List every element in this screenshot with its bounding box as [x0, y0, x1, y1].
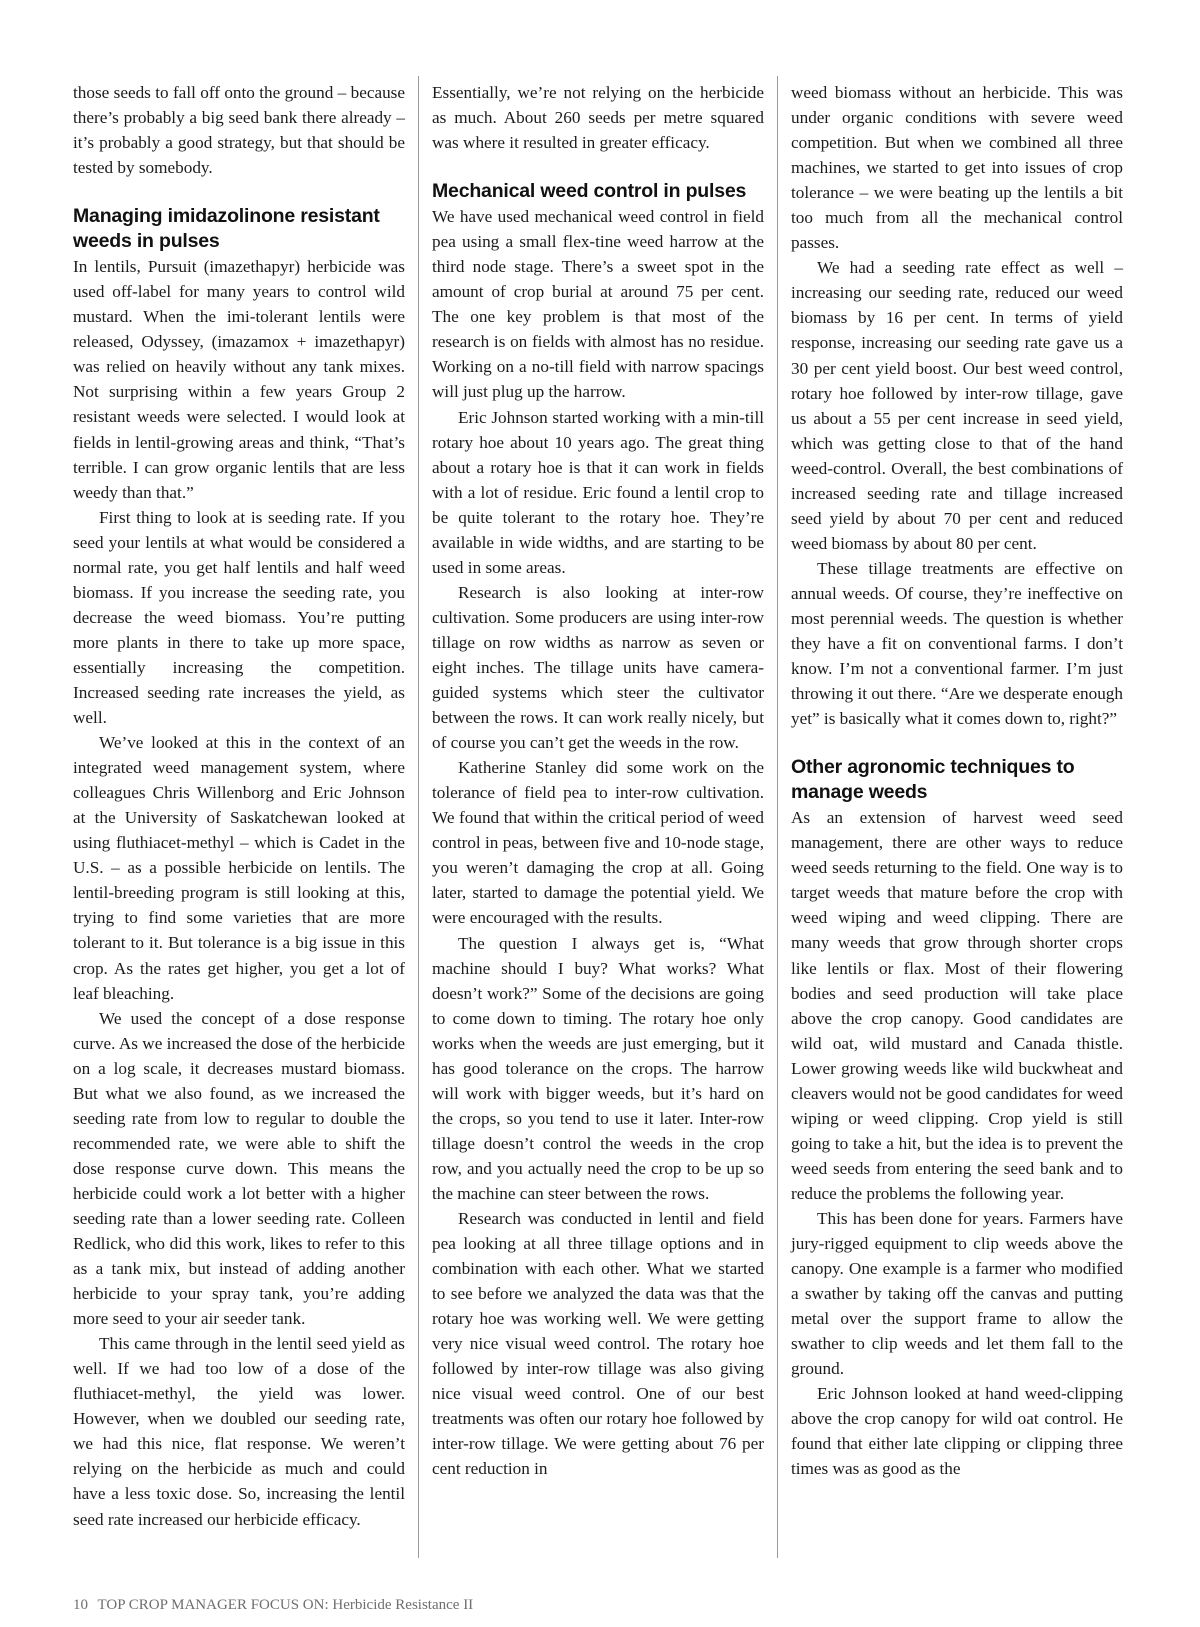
paragraph: We used the concept of a dose response curve. As we increased the dose of the herbicide on a log scale, it decreases mustard biomass. But what we also found, as we increased the seeding rate from low to regular to double the recommended rate, we were able to shift the dose response curve down. This means the herbicide could work a lot better with a higher seeding rate than a lower seeding rate. Colleen Redlick, who did this work, likes to refer to this as a tank mix, but instead of adding another herbicide to your spray tank, you’re adding more seed to your air seeder tank.	[73, 1008, 405, 1329]
paragraph: Eric Johnson looked at hand weed-clipping above the crop canopy for wild oat control. He found that either late clipping or clipping three times was as good as the	[791, 1384, 1123, 1479]
column-divider	[777, 76, 778, 1558]
paragraph: As an extension of harvest weed seed management, there are other ways to reduce weed seeds returning to the field. One way is to target weeds that mature before the crop with weed wiping and weed clipping. There are many weeds that grow through shorter crops like lentils or flax. Most of their flowering bodies and seed production will take place above the crop canopy. Good candidates are wild oat, wild mustard and Canada thistle. Lower growing weeds like wild buckwheat and cleavers would not be good candidates for weed wiping or weed clipping. Crop yield is still going to take a hit, but the idea is to prevent the weed seeds from entering the seed bank and to reduce the problems the following year.	[791, 808, 1123, 1203]
paragraph: We have used mechanical weed control in field pea using a small flex-tine weed harrow at the third node stage. There’s a sweet spot in the amount of crop burial at around 75 per cent. The one key problem is that most of the research is on fields with almost has no residue. Working on a no-till field with narrow spacings will just plug up the harrow.	[432, 207, 764, 402]
paragraph: weed biomass without an herbicide. This was under organic conditions with severe weed competition. But when we combined all three machines, we started to get into issues of crop tolerance – we were beating up the lentils a bit too much from all the mechanical control passes.	[791, 83, 1123, 253]
article-column-3	[791, 80, 1123, 1481]
paragraph: In lentils, Pursuit (imazethapyr) herbicide was used off-label for many years to control wild mustard. When the imi-tolerant lentils were released, Odyssey, (imazamox + imazethapyr) was relied on heavily without any tank mixes. Not surprising within a few years Group 2 resistant weeds were selected. I would look at fields in lentil-growing areas and think, “That’s terrible. I can grow organic lentils that are less weedy than that.”	[73, 257, 405, 502]
paragraph: We had a seeding rate effect as well – increasing our seeding rate, reduced our weed biomass by 16 per cent. In terms of yield response, increasing our seeding rate gave us a 30 per cent yield boost. Our best weed control, rotary hoe followed by inter-row tillage, gave us about a 55 per cent increase in seed yield, which was getting close to that of the hand weed-control. Overall, the best combinations of increased seeding rate and tillage increased seed yield by about 70 per cent and reduced weed biomass by about 80 per cent.	[791, 258, 1123, 553]
article-column-1	[73, 80, 405, 1532]
paragraph: These tillage treatments are effective on annual weeds. Of course, they’re ineffective on most perennial weeds. The question is whether they have a fit on conventional farms. I don’t know. I’m not a conventional farmer. I’m just throwing it out there. “Are we desperate enough yet” is basically what it comes down to, right?”	[791, 558, 1123, 729]
paragraph: This came through in the lentil seed yield as well. If we had too low of a dose of the fluthiacet-methyl, the yield was lower. However, when we doubled our seeding rate, we had this nice, flat response. We weren’t relying on the herbicide as much and could have a less toxic dose. So, increasing the lentil seed rate increased our herbicide efficacy.	[73, 1334, 405, 1529]
paragraph: We’ve looked at this in the context of an integrated weed management system, where colleagues Chris Willenborg and Eric Johnson at the University of Saskatchewan looked at using fluthiacet-methyl – which is Cadet in the U.S. – as a possible herbicide on lentils. The lentil-breeding program is still looking at this, trying to find some varieties that are more tolerant to it. But tolerance is a big issue in this crop. As the rates get higher, you get a lot of leaf bleaching.	[73, 733, 405, 1003]
paragraph: those seeds to fall off onto the ground – because there’s probably a big seed bank there already – it’s probably a good strategy, but that should be tested by somebody.	[73, 83, 405, 178]
column-divider	[418, 76, 419, 1558]
paragraph: Research is also looking at inter-row cultivation. Some producers are using inter-row tillage on row widths as narrow as seven or eight inches. The tillage units have camera-guided systems which steer the cultivator between the rows. It can work really nicely, but of course you can’t get the weeds in the row.	[432, 582, 764, 753]
paragraph: The question I always get is, “What machine should I buy? What works? What doesn’t work?” Some of the decisions are going to come down to timing. The rotary hoe only works when the weeds are just emerging, but it has good tolerance on the crops. The harrow will work with bigger weeds, but it’s hard on the crops, so you tend to use it later. Inter-row tillage doesn’t control the weeds in the crop row, and you actually need the crop to be up so the machine can steer between the rows.	[432, 933, 764, 1203]
publication-name: TOP CROP MANAGER FOCUS ON:	[97, 1597, 329, 1613]
article-column-2	[432, 80, 764, 1482]
issue-title: Herbicide Resistance II	[332, 1597, 474, 1613]
section-heading: Other agronomic techniques to manage weeds	[791, 756, 1075, 804]
section-heading: Mechanical weed control in pulses	[432, 180, 747, 203]
page-number: 10	[73, 1597, 88, 1613]
paragraph: Katherine Stanley did some work on the tolerance of field pea to inter-row cultivation. We found that within the critical period of weed control in peas, between five and 10-node stage, you weren’t damaging the crop at all. Going later, started to damage the potential yield. We were encouraged with the results.	[432, 758, 764, 928]
page-footer	[73, 1597, 473, 1614]
paragraph: First thing to look at is seeding rate. If you seed your lentils at what would be considered a normal rate, you get half lentils and half weed biomass. If you increase the seeding rate, you decrease the weed biomass. You’re putting more plants in there to take up more space, essentially increasing the competition. Increased seeding rate increases the yield, as well.	[73, 507, 405, 728]
section-heading: Managing imidazolinone resistant weeds in pulses	[73, 205, 380, 253]
paragraph: Research was conducted in lentil and field pea looking at all three tillage options and in combination with each other. What we started to see before we analyzed the data was that the rotary hoe was working well. We were getting very nice visual weed control. The rotary hoe followed by inter-row tillage was also giving nice visual weed control. One of our best treatments was often our rotary hoe followed by inter-row tillage. We were getting about 76 per cent reduction in	[432, 1209, 764, 1479]
paragraph: Eric Johnson started working with a min-till rotary hoe about 10 years ago. The great thing about a rotary hoe is that it can work in fields with a lot of residue. Eric found a lentil crop to be quite tolerant to the rotary hoe. They’re available in wide widths, and are starting to be used in some areas.	[432, 407, 764, 577]
paragraph: Essentially, we’re not relying on the herbicide as much. About 260 seeds per metre squared was where it resulted in greater efficacy.	[432, 83, 764, 153]
paragraph: This has been done for years. Farmers have jury-rigged equipment to clip weeds above the canopy. One example is a farmer who modified a swather by taking off the canvas and putting metal over the support frame to allow the swather to clip weeds and let them fall to the ground.	[791, 1208, 1123, 1379]
